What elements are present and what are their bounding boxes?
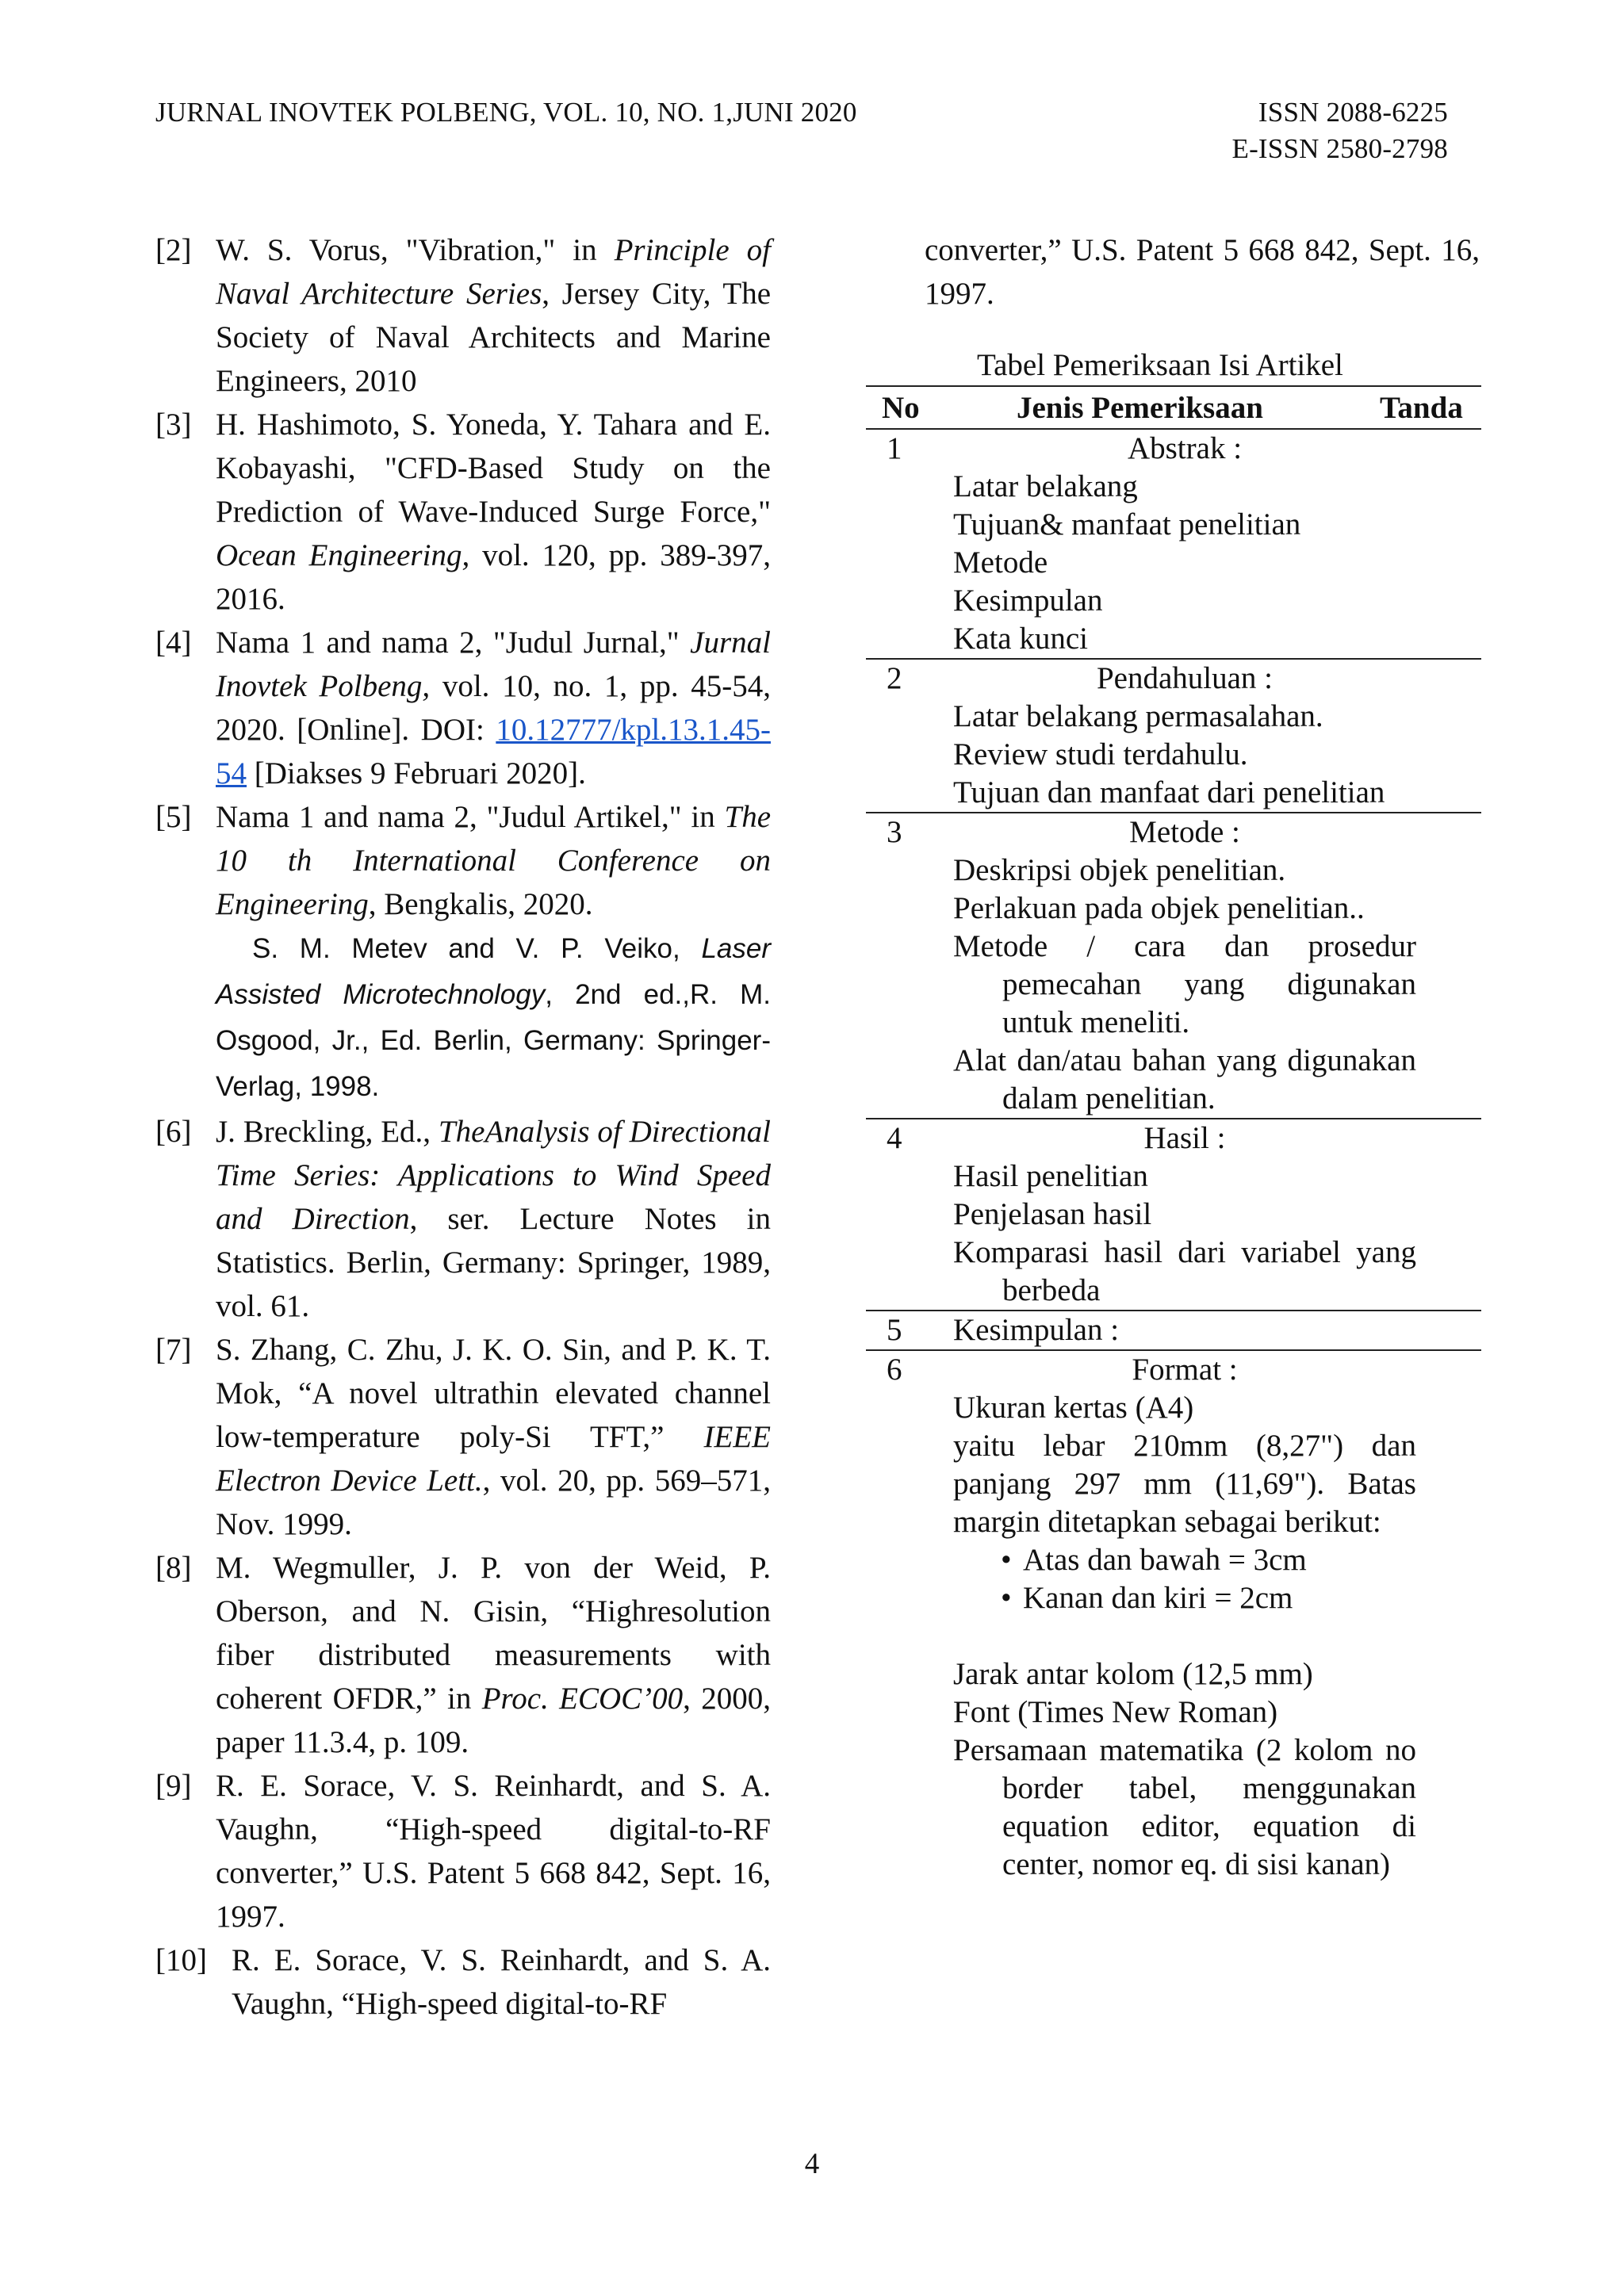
header-no: No <box>882 391 920 425</box>
reference-number: [7] <box>155 1333 192 1367</box>
list-item: Review studi terdahulu. <box>953 737 1248 771</box>
reference-5 <box>155 795 771 926</box>
reference-2 <box>155 228 771 403</box>
table-row <box>866 660 1481 813</box>
ref-title: Laser Assisted Microtechnology <box>216 933 771 1010</box>
ref-title: Ocean Engineering, <box>216 538 470 572</box>
ref-text: S. M. Metev and V. P. Veiko, <box>252 933 702 964</box>
reference-number: [3] <box>155 408 192 442</box>
section-title: Pendahuluan : <box>1096 661 1274 695</box>
table-caption: Tabel Pemeriksaan Isi Artikel <box>977 348 1343 382</box>
ref-text: vol. 120, pp. 389-397, 2016. <box>216 538 772 616</box>
ref-title: IEEE Electron Device Lett. <box>216 1420 771 1498</box>
list-item: Penjelasan hasil <box>953 1197 1152 1231</box>
ref-title: Jurnal Inovtek Polbeng, <box>216 626 771 703</box>
ref-text: , 2nd ed.,R. M. Osgood, Jr., Ed. Berlin, Germany: Springer-Verlag, 1998. <box>216 979 771 1102</box>
list-item: Latar belakang permasalahan. <box>953 699 1323 733</box>
eissn: E-ISSN 2580-2798 <box>1231 133 1448 164</box>
list-item: Deskripsi objek penelitian. <box>953 853 1286 887</box>
list-item: Kata kunci <box>953 622 1089 656</box>
ref-text: S. Zhang, C. Zhu, J. K. O. Sin, and P. K. T. Mok, “A novel ultrathin elevated channel low-temperature poly-Si TFT,” <box>216 1333 771 1454</box>
section-title: Hasil : <box>1143 1121 1226 1155</box>
page-number: 4 <box>804 2148 820 2180</box>
list-item: Alat dan/atau bahan yang digunakan dalam penelitian. <box>953 1043 1416 1115</box>
list-item: Jarak antar kolom (12,5 mm) <box>953 1657 1313 1691</box>
ref-title: The 10 th International Conference on Engineering <box>216 800 771 921</box>
reference-8 <box>155 1546 771 1764</box>
reference-number: [6] <box>155 1115 192 1149</box>
bullet-item: • Atas dan bawah = 3cm <box>953 1541 1416 1579</box>
bullet-item: • Kanan dan kiri = 2cm <box>953 1579 1416 1617</box>
ref-text: R. E. Sorace, V. S. Reinhardt, and S. A. Vaughn, “High-speed digital-to-RF converter,” U.S. Patent 5 668 842, Sept. 16, 1997. <box>216 1769 771 1934</box>
row-number: 2 <box>887 661 902 695</box>
list-item: Persamaan matematika (2 kolom no border tabel, menggunakan equation editor, equation di center, nomor eq. di sisi kanan) <box>953 1733 1416 1881</box>
reference-number: [4] <box>155 626 192 660</box>
section-title: Kesimpulan : <box>953 1313 1120 1347</box>
ref-text: vol. 10, no. 1, pp. 45-54, 2020. [Online]. DOI: <box>216 669 771 747</box>
section-title: Format : <box>1132 1353 1238 1387</box>
row-number: 3 <box>887 815 902 849</box>
list-item: Latar belakang <box>953 469 1138 503</box>
ref-text: Nama 1 and nama 2, "Judul Artikel," in <box>216 800 725 834</box>
section-title: Metode : <box>1129 815 1240 849</box>
ref-title: TheAnalysis of Directional Time Series: Applications to Wind Speed and Direction <box>216 1115 771 1236</box>
table-row <box>866 1119 1481 1311</box>
reference-number: [9] <box>155 1769 192 1803</box>
ref-text: Nama 1 and nama 2, "Judul Jurnal," <box>216 626 691 660</box>
table-header-row <box>866 385 1481 430</box>
table-row <box>866 1351 1481 1884</box>
ref-text: , 2000, paper 11.3.4, p. 109. <box>216 1682 771 1759</box>
ref-text: [Diakses 9 Februari 2020]. <box>247 756 586 790</box>
row-number: 5 <box>887 1313 902 1347</box>
reference-7 <box>155 1328 771 1546</box>
ref-text: W. S. Vorus, "Vibration," in <box>216 233 615 267</box>
reference-list <box>155 228 771 2026</box>
reference-9 <box>155 1764 771 1938</box>
table-row <box>866 813 1481 1119</box>
reference-number: [2] <box>155 233 192 267</box>
ref-title: Principle of Naval Architecture Series <box>216 233 771 311</box>
list-item: Metode <box>953 545 1048 580</box>
list-item: Metode / cara dan prosedur pemecahan yang digunakan untuk meneliti. <box>953 929 1416 1039</box>
list-item: Kesimpulan <box>953 584 1103 618</box>
header-jenis: Jenis Pemeriksaan <box>1017 391 1263 425</box>
reference-6 <box>155 1110 771 1328</box>
reference-4 <box>155 621 771 795</box>
section-title: Abstrak : <box>1127 431 1243 465</box>
reference-5-extra <box>155 926 771 1110</box>
doi-link[interactable]: 10.12777/kpl.13.1.45-54 <box>216 713 771 790</box>
reference-10 <box>155 1938 771 2026</box>
ref-text: , Bengkalis, 2020. <box>368 887 593 921</box>
ref-text: , Jersey City, The Society of Naval Architects and Marine Engineers, 2010 <box>216 277 772 398</box>
reference-number: [10] <box>155 1943 207 1977</box>
list-item: Tujuan dan manfaat dari penelitian <box>953 775 1385 809</box>
ref-text: M. Wegmuller, J. P. von der Weid, P. Oberson, and N. Gisin, “Highresolution fiber distributed measurements with coherent OFDR,” in <box>216 1551 771 1716</box>
reference-3 <box>155 403 771 621</box>
list-item: Ukuran kertas (A4) <box>953 1391 1194 1425</box>
list-item: Hasil penelitian <box>953 1159 1148 1193</box>
ref-title: Proc. ECOC’00 <box>481 1682 684 1716</box>
journal-header: JURNAL INOVTEK POLBENG, VOL. 10, NO. 1,JUNI 2020 <box>155 97 857 128</box>
list-item: yaitu lebar 210mm (8,27") dan panjang 297 mm (11,69"). Batas margin ditetapkan sebagai berikut: <box>953 1429 1416 1539</box>
reference-number: [8] <box>155 1551 192 1585</box>
ref-text: J. Breckling, Ed., <box>216 1115 439 1149</box>
reference-number: [5] <box>155 800 192 834</box>
header-tanda: Tanda <box>1380 391 1463 425</box>
row-number: 1 <box>887 431 902 465</box>
row-number: 6 <box>887 1353 902 1387</box>
table-row <box>866 430 1481 660</box>
reference-continuation: converter,” U.S. Patent 5 668 842, Sept. 16, 1997. <box>925 233 1480 311</box>
list-item: Font (Times New Roman) <box>953 1695 1278 1729</box>
list-item: Perlakuan pada objek penelitian.. <box>953 891 1365 925</box>
list-item: Tujuan& manfaat penelitian <box>953 507 1301 541</box>
list-item: Komparasi hasil dari variabel yang berbeda <box>953 1235 1416 1307</box>
ref-text: , vol. 20, pp. 569–571, Nov. 1999. <box>216 1464 771 1541</box>
row-number: 4 <box>887 1121 902 1155</box>
checklist-table <box>866 385 1481 1884</box>
ref-text: , ser. Lecture Notes in Statistics. Berlin, Germany: Springer, 1989, vol. 61. <box>216 1202 771 1323</box>
issn: ISSN 2088-6225 <box>1258 97 1448 128</box>
ref-text: R. E. Sorace, V. S. Reinhardt, and S. A. Vaughn, “High-speed digital-to-RF <box>232 1943 771 2021</box>
table-row <box>866 1311 1481 1351</box>
ref-text: H. Hashimoto, S. Yoneda, Y. Tahara and E. Kobayashi, "CFD-Based Study on the Prediction of Wave-Induced Surge Force," <box>216 408 771 529</box>
